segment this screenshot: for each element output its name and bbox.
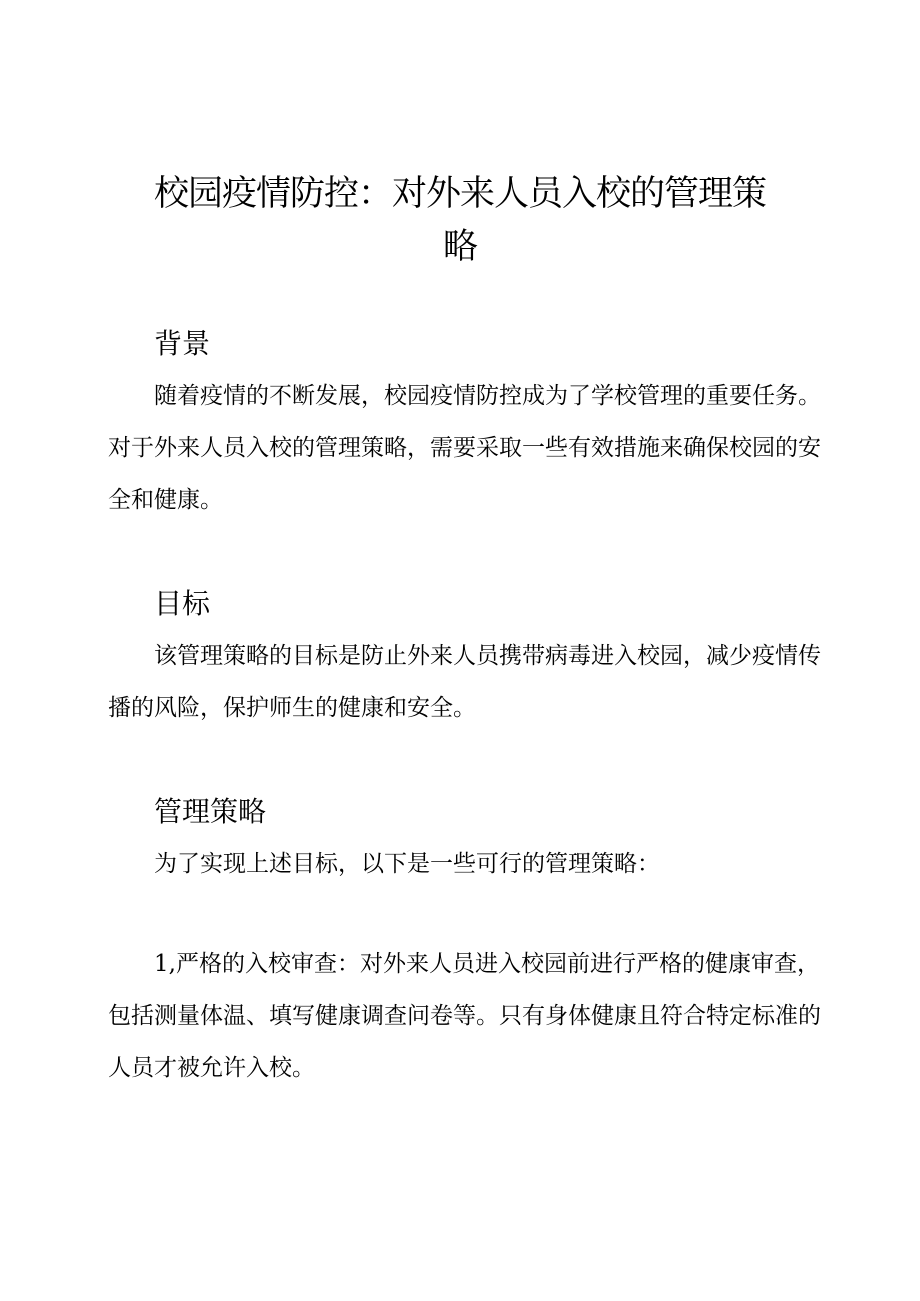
section-heading-strategy: 管理策略 <box>154 795 267 828</box>
strategy-item-entry-screening: 1,严格的入校审查：对外来人员进入校园前进行严格的健康审查，包括测量体温、填写健康调查问卷等。只有身体健康且符合特定标准的人员才被允许入校。 <box>108 951 821 1081</box>
document-title: 校园疫情防控：对外来人员入校的管理策略 <box>153 174 766 267</box>
strategy-intro-paragraph: 为了实现上述目标，以下是一些可行的管理策略： <box>154 851 660 877</box>
section-heading-goal: 目标 <box>154 587 211 620</box>
goal-paragraph: 该管理策略的目标是防止外来人员携带病毒进入校园，减少疫情传播的风险，保护师生的健康和安全。 <box>108 643 821 721</box>
section-heading-background: 背景 <box>154 327 211 360</box>
background-paragraph: 随着疫情的不断发展，校园疫情防控成为了学校管理的重要任务。对于外来人员入校的管理策略，需要采取一些有效措施来确保校园的安全和健康。 <box>108 383 821 513</box>
